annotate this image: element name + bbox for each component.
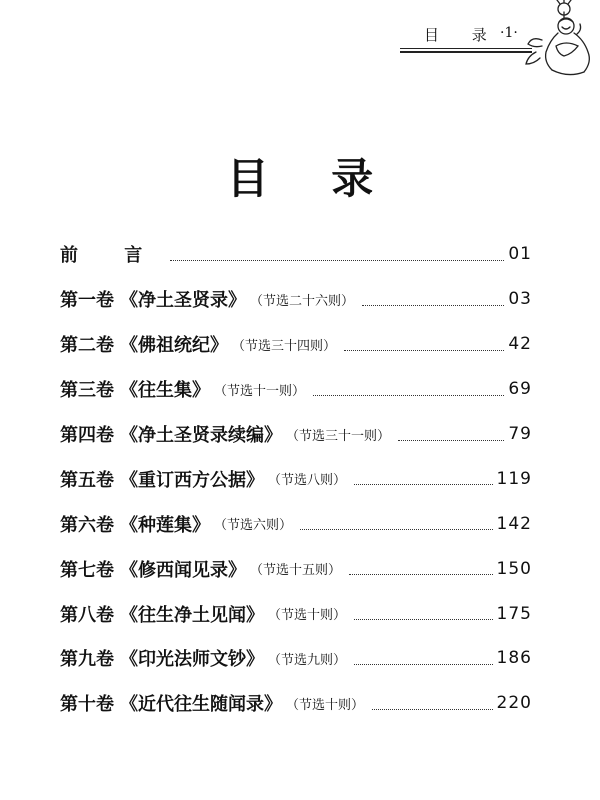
toc-selection-note: （节选八则） bbox=[268, 473, 347, 489]
toc-entry-volume-4[interactable] bbox=[60, 412, 532, 457]
toc-book-title: 《种莲集》 bbox=[120, 514, 210, 536]
running-header-label: 目 录 bbox=[424, 26, 501, 44]
toc-volume-label: 第八卷 bbox=[60, 604, 114, 626]
toc-entry-volume-3[interactable] bbox=[60, 367, 532, 412]
dot-leader bbox=[349, 574, 493, 575]
toc-entry-volume-9[interactable] bbox=[60, 636, 532, 681]
toc-entry-volume-7[interactable] bbox=[60, 546, 532, 591]
dot-leader bbox=[398, 440, 504, 441]
toc-selection-note: （节选十一则） bbox=[214, 383, 306, 399]
toc-selection-note: （节选十五则） bbox=[250, 563, 342, 579]
toc-volume-label: 第四卷 bbox=[60, 425, 114, 446]
page-title: 目 录 bbox=[226, 154, 398, 203]
dot-leader bbox=[354, 664, 493, 665]
toc-selection-note: （节选三十一则） bbox=[286, 428, 391, 444]
toc-book-title: 《往生净土见闻》 bbox=[120, 604, 264, 626]
toc-book-title: 《往生集》 bbox=[120, 380, 210, 402]
header-rule-thin bbox=[400, 48, 532, 49]
toc-page-number: 03 bbox=[508, 289, 532, 310]
toc-entry-preface[interactable] bbox=[60, 232, 532, 277]
toc-volume-label: 第七卷 bbox=[60, 559, 114, 581]
toc-book-title: 《重订西方公据》 bbox=[120, 469, 264, 491]
toc-page-number: 175 bbox=[496, 603, 532, 624]
dot-leader bbox=[372, 709, 493, 710]
toc-volume-label: 第六卷 bbox=[60, 514, 114, 536]
toc-book-title: 《净土圣贤录续编》 bbox=[120, 425, 282, 446]
dot-leader bbox=[300, 529, 493, 530]
toc-entry-volume-6[interactable] bbox=[60, 501, 532, 546]
dot-leader bbox=[354, 619, 493, 620]
toc-volume-label: 第五卷 bbox=[60, 469, 114, 491]
toc-entry-volume-10[interactable] bbox=[60, 681, 532, 726]
toc-book-title: 《净土圣贤录》 bbox=[120, 290, 246, 312]
toc-page-number: 01 bbox=[508, 244, 532, 265]
toc-page-number: 150 bbox=[496, 558, 532, 579]
toc-entry-volume-8[interactable] bbox=[60, 591, 532, 636]
toc-volume-label: 第十卷 bbox=[60, 694, 114, 716]
toc-page-number: 79 bbox=[508, 424, 532, 444]
toc-page-number: 42 bbox=[508, 334, 532, 355]
dot-leader bbox=[170, 260, 504, 261]
toc-book-title: 《近代往生随闻录》 bbox=[120, 694, 282, 716]
toc-volume-label: 第三卷 bbox=[60, 380, 114, 402]
toc-book-title: 《佛祖统纪》 bbox=[120, 335, 228, 357]
dot-leader bbox=[354, 484, 493, 485]
running-header bbox=[400, 18, 530, 46]
toc-page-number: 69 bbox=[508, 379, 532, 400]
toc-entry-volume-5[interactable] bbox=[60, 456, 532, 501]
header-rule-thick bbox=[400, 51, 532, 53]
toc-selection-note: （节选十则） bbox=[268, 608, 347, 624]
table-of-contents bbox=[60, 232, 532, 726]
toc-page-number: 186 bbox=[496, 648, 532, 669]
toc-selection-note: （节选三十四则） bbox=[232, 338, 337, 354]
toc-volume-label: 第一卷 bbox=[60, 290, 114, 312]
toc-page-number: 220 bbox=[496, 693, 532, 714]
toc-book-title: 《修西闻见录》 bbox=[120, 559, 246, 581]
running-header-page-marker: ·1· bbox=[500, 25, 518, 41]
bodhisattva-line-art-icon bbox=[522, 0, 600, 80]
toc-selection-note: （节选九则） bbox=[268, 652, 347, 668]
dot-leader bbox=[362, 305, 504, 306]
toc-book-title: 《印光法师文钞》 bbox=[120, 649, 264, 671]
toc-entry-volume-1[interactable] bbox=[60, 277, 532, 322]
toc-selection-note: （节选十则） bbox=[286, 697, 365, 713]
dot-leader bbox=[344, 350, 504, 351]
toc-volume-label: 前 言 bbox=[60, 245, 163, 267]
toc-page-number: 142 bbox=[496, 513, 532, 534]
toc-page-number: 119 bbox=[496, 468, 532, 489]
toc-entry-volume-2[interactable] bbox=[60, 322, 532, 367]
toc-selection-note: （节选二十六则） bbox=[250, 293, 355, 309]
toc-selection-note: （节选六则） bbox=[214, 518, 293, 534]
toc-volume-label: 第九卷 bbox=[60, 649, 114, 671]
dot-leader bbox=[313, 395, 504, 396]
toc-volume-label: 第二卷 bbox=[60, 335, 114, 357]
